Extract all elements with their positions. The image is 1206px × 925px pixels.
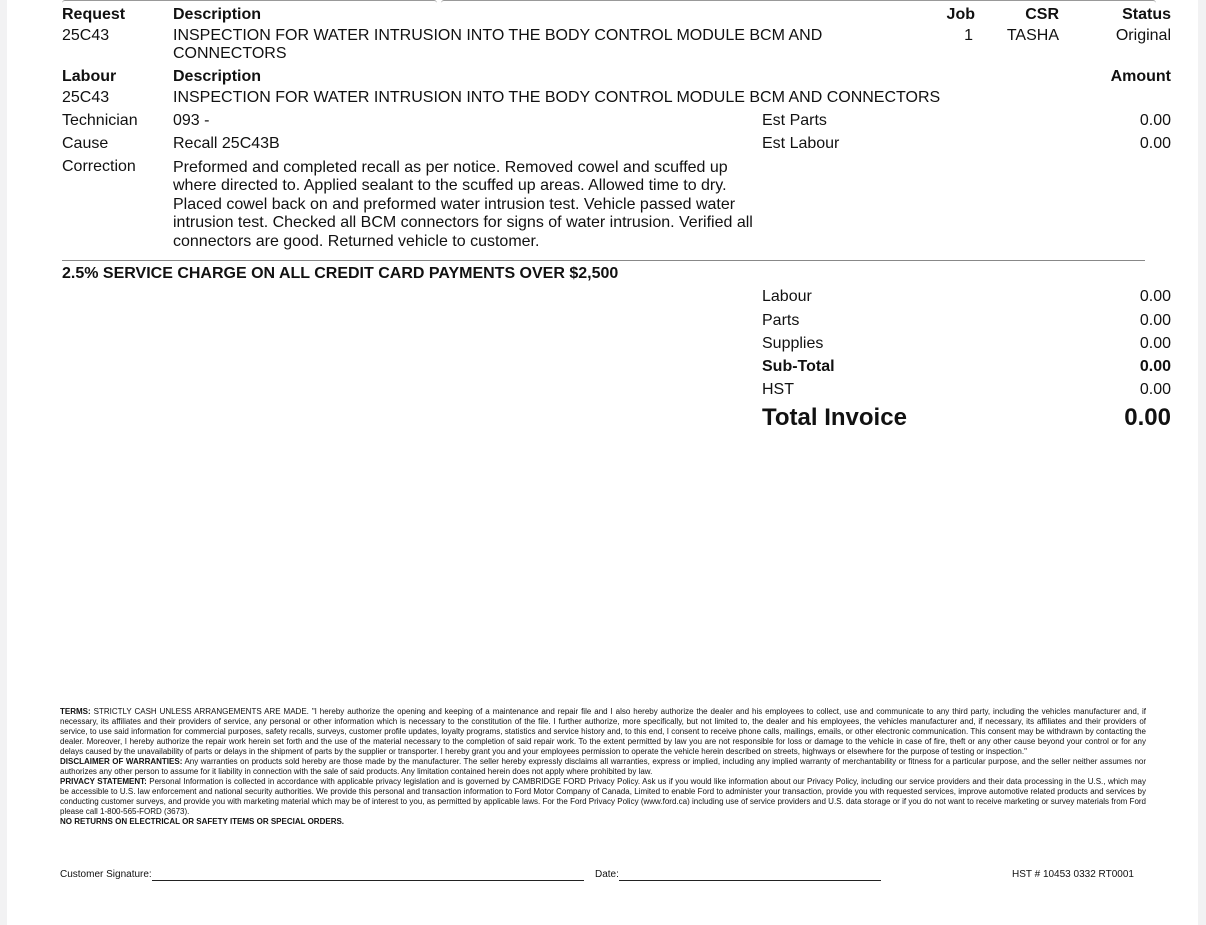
request-description-line2: CONNECTORS [173, 45, 287, 62]
total-supplies-value: 0.00 [1139, 335, 1171, 352]
total-parts-label: Parts [762, 312, 800, 329]
terms-paragraph [60, 707, 1146, 757]
est-labour-label: Est Labour [762, 135, 840, 152]
no-returns-notice: NO RETURNS ON ELECTRICAL OR SAFETY ITEMS OR SPECIAL ORDERS. [60, 817, 345, 826]
terms-text: STRICTLY CASH UNLESS ARRANGEMENTS ARE MADE. "I hereby authorize the opening and keeping of a maintenance and repair file and I also hereby authorize the dealer and his employees to collect, use and communicate to any third party, including the vehicles manufacturer and, if necessary, its affiliates and their providers of service, any personal or other information which is necessary to the constitution of the file. I further authorize, more specifically, but not limited to, the dealer and his employees, the vehicles manufacturer and, if necessary, its affiliates and their providers of service, to use said information for commercial purposes, safety recalls, surveys, customer profile updates, loyalty programs, statistics and service history and, to this end, I consent to receive phone calls, mailings, emails, or other electronic communication. This consent may be withdrawn by contacting the dealer. Moreover, I hereby authorize the repair work herein set forth and the use of the material necessary to the completion of said repair work. To the extent permitted by law you are not responsible for loss or damage to the vehicle in case of fire, theft or any other cause beyond your control or for any delays caused by the unavailability of parts or delays in the shipment of parts by the supplier or transporter. I hereby grant you and your employees permission to operate the vehicle herein described on streets, highways or elsewhere for the purpose of testing or inspection." [60, 707, 1146, 756]
technician-value: 093 - [173, 112, 210, 129]
request-job-number: 1 [964, 27, 973, 44]
hst-value: 0.00 [1139, 381, 1171, 398]
legal-terms-block [60, 707, 1146, 827]
est-parts-value: 0.00 [1139, 112, 1171, 129]
request-column-header: Request [62, 6, 126, 23]
labour-description: INSPECTION FOR WATER INTRUSION INTO THE BODY CONTROL MODULE BCM AND CONNECTORS [173, 89, 941, 106]
cause-label: Cause [62, 135, 109, 152]
total-labour-label: Labour [762, 288, 812, 305]
privacy-text: Personal Information is collected in accordance with applicable privacy legislation and is governed by CAMBRIDGE FORD Privacy Policy. Ask us if you would like information about our Privacy Policy, including our service providers and their data processing in the U.S., which may be accessible to U.S. law enforcement and national security authorities. We provide this personal and transaction information to Ford Motor Company of Canada, Limited to enable Ford to administer your transaction, provide you with requested services, improve automotive related products and services by conducting customer surveys, and provide you with marketing material which may be of interest to you, as permitted by applicable laws. For the Ford Privacy Policy (www.ford.ca) including use of service providers and U.S. data storage or if you do not want to receive marketing or survey materials from Ford please call 1-800-565-FORD (3673). [60, 777, 1146, 816]
total-supplies-label: Supplies [762, 335, 824, 352]
total-parts-value: 0.00 [1139, 312, 1171, 329]
top-box-right-edge [441, 0, 1156, 4]
total-labour-value: 0.00 [1139, 288, 1171, 305]
est-labour-value: 0.00 [1139, 135, 1171, 152]
technician-label: Technician [62, 112, 138, 129]
job-column-header: Job [946, 6, 975, 23]
disclaimer-text: Any warranties on products sold hereby are those made by the manufacturer. The seller hereby expressly disclaims all warranties, express or implied, including any implied warranty of merchantability or fitness for a particular purpose, and the seller neither assumes nor authorizes any other person to assume for it liability in connection with the sale of said products. Any limitation contained herein does not apply where prohibited by law. [60, 757, 1147, 776]
disclaimer-paragraph [60, 757, 1146, 777]
date-label: Date: [595, 869, 619, 880]
total-invoice-label: Total Invoice [762, 404, 907, 431]
date-field[interactable] [595, 869, 881, 881]
customer-signature-line[interactable] [152, 870, 584, 881]
status-column-header: Status [1122, 6, 1171, 23]
top-box-left-edge [62, 0, 437, 4]
labour-code: 25C43 [62, 89, 110, 106]
request-status: Original [1115, 27, 1171, 44]
section-divider [62, 260, 1145, 261]
customer-signature-field[interactable] [60, 869, 584, 881]
cause-value: Recall 25C43B [173, 135, 280, 152]
correction-label: Correction [62, 158, 136, 175]
subtotal-value: 0.00 [1139, 358, 1171, 375]
total-invoice-value: 0.00 [1124, 404, 1171, 431]
request-description-line1: INSPECTION FOR WATER INTRUSION INTO THE BODY CONTROL MODULE BCM AND [173, 27, 823, 44]
request-code: 25C43 [62, 27, 110, 44]
request-csr: TASHA [1006, 27, 1059, 44]
terms-label: TERMS: [60, 707, 91, 716]
privacy-paragraph [60, 777, 1146, 817]
hst-label: HST [762, 381, 794, 398]
est-parts-label: Est Parts [762, 112, 827, 129]
date-line[interactable] [619, 870, 881, 881]
customer-signature-label: Customer Signature: [60, 869, 152, 880]
labour-description-header: Description [173, 68, 262, 85]
correction-text: Preformed and completed recall as per notice. Removed cowel and scuffed up where directed to. Applied sealant to the scuffed up areas. Allowed time to dry. Placed cowel back on and preformed water intrusion test. Vehicle passed water intrusion test. Checked all BCM connectors for signs of water intrusion. Verified all connectors are good. Returned vehicle to customer. [173, 159, 753, 250]
description-column-header: Description [173, 6, 262, 23]
invoice-page [7, 0, 1198, 925]
disclaimer-label: DISCLAIMER OF WARRANTIES: [60, 757, 183, 766]
amount-column-header: Amount [1110, 68, 1171, 85]
service-charge-notice: 2.5% SERVICE CHARGE ON ALL CREDIT CARD PAYMENTS OVER $2,500 [62, 265, 619, 282]
subtotal-label: Sub-Total [762, 358, 835, 375]
privacy-label: PRIVACY STATEMENT: [60, 777, 147, 786]
labour-column-header: Labour [62, 68, 117, 85]
csr-column-header: CSR [1025, 6, 1059, 23]
hst-number: HST # 10453 0332 RT0001 [1012, 869, 1134, 880]
